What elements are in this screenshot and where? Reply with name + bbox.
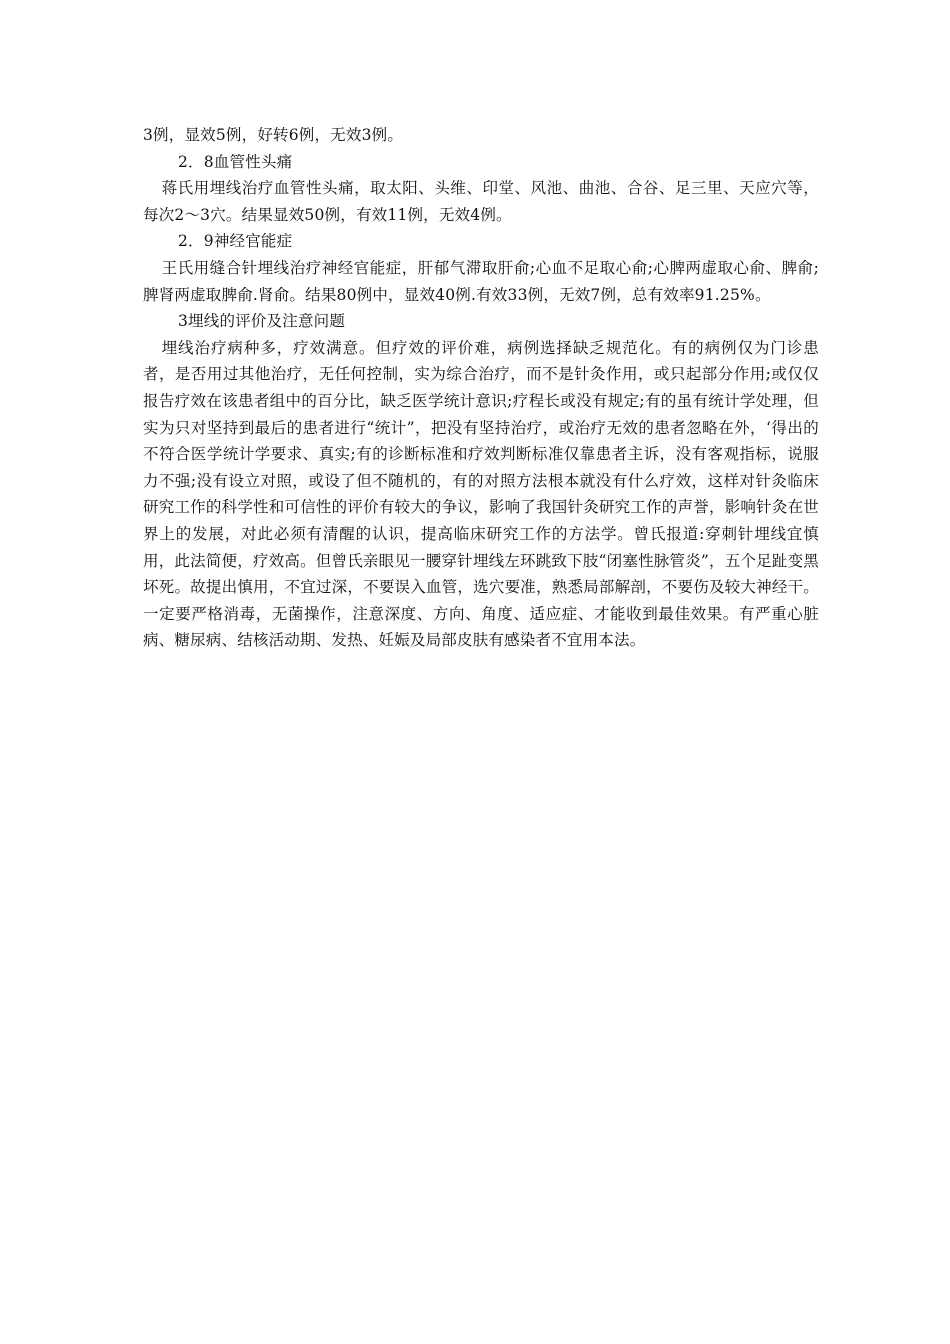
document-page — [143, 122, 819, 654]
paragraph-neurosis: 王氏用缝合针埋线治疗神经官能症，肝郁气滞取肝俞;心血不足取心俞;心脾两虚取心俞、脾俞;脾肾两虚取脾俞.肾俞。结果80例中，显效40例.有效33例，无效7例，总有效率91.25%。 — [143, 258, 819, 304]
paragraph-vascular-headache: 蒋氏用埋线治疗血管性头痛，取太阳、头维、印堂、风池、曲池、合谷、足三里、天应穴等，每次2～3穴。结果显效50例，有效11例，无效4例。 — [143, 179, 819, 224]
section-heading-2-8: 2．8血管性头痛 — [178, 152, 293, 171]
paragraph-evaluation: 埋线治疗病种多，疗效满意。但疗效的评价难，病例选择缺乏规范化。有的病例仅为门诊患者，是否用过其他治疗，无任何控制，实为综合治疗，而不是针灸作用，或只起部分作用;或仅仅报告疗效在该患者组中的百分比，缺乏医学统计意识;疗程长或没有规定;有的虽有统计学处理，但实为只对坚持到最后的患者进行“统计”，把没有坚持治疗，或治疗无效的患者忽略在外，‘得出的不符合医学统计学要求、真实;有的诊断标准和疗效判断标准仅靠患者主诉，没有客观指标，说服力不强;没有设立对照，或设了但不随机的，有的对照方法根本就没有什么疗效，这样对针灸临床研究工作的科学性和可信性的评价有较大的争议，影响了我国针灸研究工作的声誉，影响针灸在世界上的发展，对此必须有清醒的认识，提高临床研究工作的方法学。曾氏报道:穿刺针埋线宜慎用，此法简便，疗效高。但曾氏亲眼见一腰穿针埋线左环跳致下肢“闭塞性脉管炎”，五个足趾变黑坏死。故提出慎用，不宜过深，不要误入血管，选穴要准，熟悉局部解剖，不要伤及较大神经干。一定要严格消毒，无菌操作，注意深度、方向、角度、适应症、才能收到最佳效果。有严重心脏病、糖尿病、结核活动期、发热、妊娠及局部皮肤有感染者不宜用本法。 — [143, 338, 819, 650]
section-heading-3: 3埋线的评价及注意问题 — [178, 312, 346, 331]
section-heading-2-9: 2．9神经官能症 — [178, 232, 293, 251]
paragraph-result-continued: 3例，显效5例，好转6例，无效3例。 — [143, 126, 404, 144]
